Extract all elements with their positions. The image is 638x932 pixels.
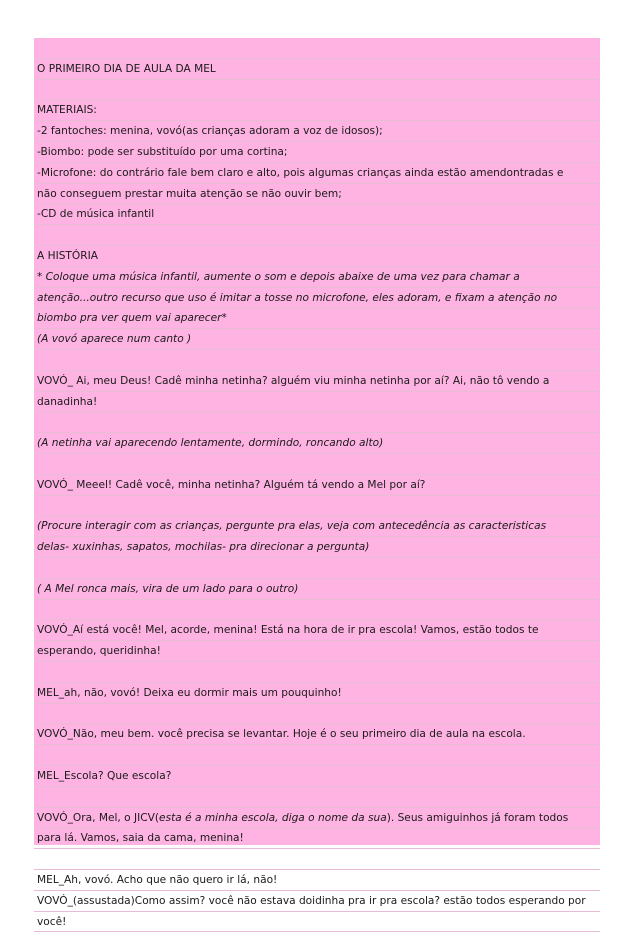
text-line: MEL_Escola? Que escola?: [34, 766, 600, 787]
blank-line: [34, 496, 600, 517]
text-line: VOVÓ_(assustada)Como assim? você não estava doidinha pra ir pra escola? estão todos esperando por: [34, 891, 600, 912]
blank-line: [34, 38, 600, 59]
text-line: A HISTÓRIA: [34, 246, 600, 267]
text-line: VOVÓ_ Meeel! Cadê você, minha netinha? Alguém tá vendo a Mel por aí?: [34, 475, 600, 496]
blank-line: [34, 412, 600, 433]
text-line: biombo pra ver quem vai aparecer*: [34, 308, 600, 329]
text-line: delas- xuxinhas, sapatos, mochilas- pra direcionar a pergunta): [34, 537, 600, 558]
text-line: O PRIMEIRO DIA DE AULA DA MEL: [34, 59, 600, 80]
text-line: atenção...outro recurso que uso é imitar a tosse no microfone, eles adoram, e fixam a atenção no: [34, 288, 600, 309]
text-line: MEL_ah, não, vovó! Deixa eu dormir mais um pouquinho!: [34, 683, 600, 704]
blank-line: [34, 80, 600, 101]
text-line: VOVÓ_ Ai, meu Deus! Cadê minha netinha? alguém viu minha netinha por aí? Ai, não tô vendo a: [34, 371, 600, 392]
text-line: (A vovó aparece num canto ): [34, 329, 600, 350]
blank-line: [34, 225, 600, 246]
text-line: (A netinha vai aparecendo lentamente, dormindo, roncando alto): [34, 433, 600, 454]
text-line: não conseguem prestar muita atenção se não ouvir bem;: [34, 184, 600, 205]
text-span: esta é a minha escola, diga o nome da sua: [159, 811, 387, 824]
blank-line: [34, 745, 600, 766]
text-line: danadinha!: [34, 392, 600, 413]
blank-line: [34, 849, 600, 870]
text-line: * Coloque uma música infantil, aumente o som e depois abaixe de uma vez para chamar a: [34, 267, 600, 288]
blank-line: [34, 350, 600, 371]
text-line: você!: [34, 912, 600, 932]
text-line: para lá. Vamos, saia da cama, menina!: [34, 828, 600, 849]
text-span: ). Seus amiguinhos já foram todos: [386, 811, 569, 824]
blank-line: [34, 600, 600, 621]
blank-line: [34, 454, 600, 475]
text-line: [34, 808, 600, 829]
text-line: VOVÓ_Aí está você! Mel, acorde, menina! Está na hora de ir pra escola! Vamos, estão todos te: [34, 620, 600, 641]
blank-line: [34, 704, 600, 725]
text-line: ( A Mel ronca mais, vira de um lado para o outro): [34, 579, 600, 600]
text-line: -CD de música infantil: [34, 204, 600, 225]
blank-line: [34, 787, 600, 808]
text-line: -Biombo: pode ser substituído por uma cortina;: [34, 142, 600, 163]
text-line: MATERIAIS:: [34, 100, 600, 121]
document-page: [34, 38, 600, 928]
text-line: -2 fantoches: menina, vovó(as crianças adoram a voz de idosos);: [34, 121, 600, 142]
blank-line: [34, 558, 600, 579]
text-line: (Procure interagir com as crianças, pergunte pra elas, veja com antecedência as caracteristicas: [34, 516, 600, 537]
text-span: VOVÓ_Ora, Mel, o JICV(: [37, 811, 160, 824]
text-line: -Microfone: do contrário fale bem claro e alto, pois algumas crianças ainda estão amendontradas e: [34, 163, 600, 184]
text-line: MEL_Ah, vovó. Acho que não quero ir lá, não!: [34, 870, 600, 891]
text-line: esperando, queridinha!: [34, 641, 600, 662]
blank-line: [34, 662, 600, 683]
text-line: VOVÓ_Não, meu bem. você precisa se levantar. Hoje é o seu primeiro dia de aula na escola.: [34, 724, 600, 745]
